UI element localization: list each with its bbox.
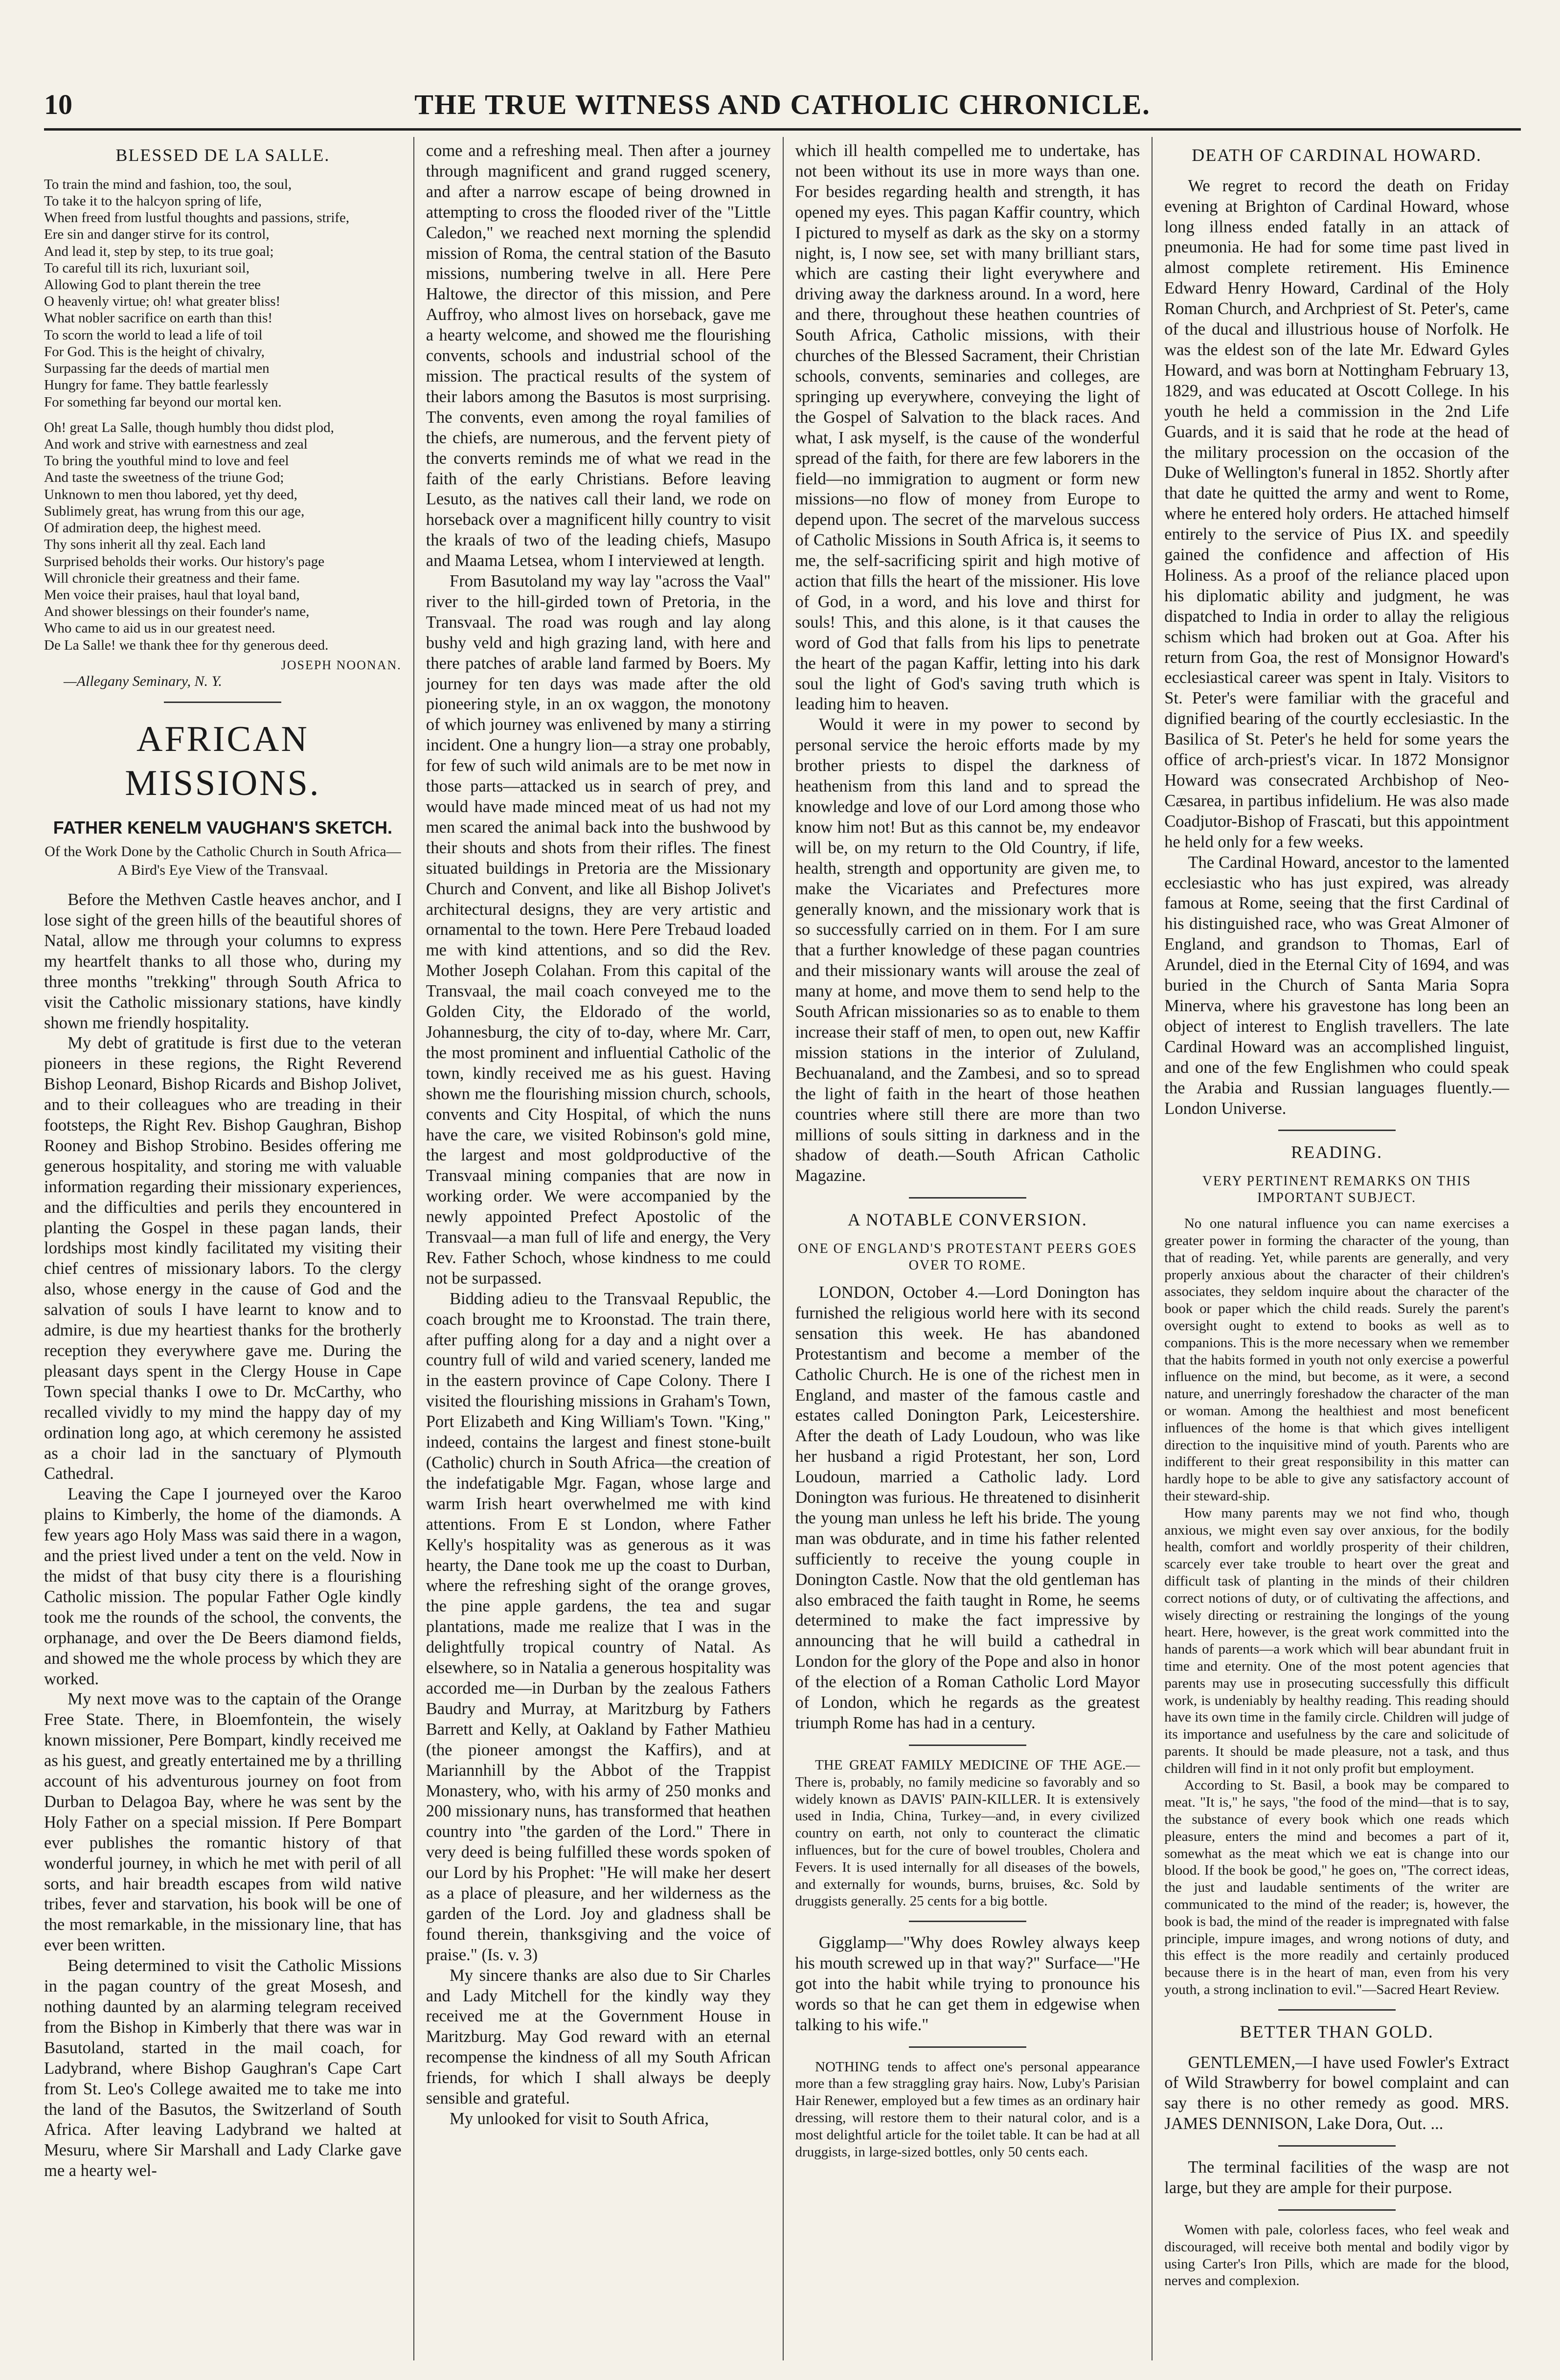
- divider: [909, 1197, 1026, 1199]
- advertisement: GENTLEMEN,—I have used Fowler's Extract of Wild Strawberry for bowel complaint and can say there is no other remedy as good. MRS. JAMES DENNISON, Lake Dora, Out. ...: [1164, 2053, 1509, 2133]
- poem-line: Ere sin and danger stirve for its control,: [44, 227, 270, 243]
- article-paragraph: My debt of gratitude is first due to the veteran pioneers in these regions, the Right Reverend Bishop Leonard, Bishop Ricards and Bishop Jolivet, and to their colleagues who are treading in their footsteps, the Right Rev. Bishop Gaughran, Bishop Rooney and Bishop Strobino. Besides offering me generous hospitality, and storing me with valuable information regarding their missionary experiences, and the difficulties and perils they encountered in planting the Gospel in these pagan lands, their lordships most kindly facilitated my visiting their chief centres of missionary labors. To the clergy also, whose energy in the cause of God and the salvation of souls I have learnt to know and to admire, is due my heartiest thanks for the brotherly reception they everywhere gave me. During the pleasant days spent in the Clergy House in Cape Town special thanks I owe to Dr. McCarthy, who recalled vividly to my mind the happy day of my ordination long ago, at which ceremony he assisted as a choir lad in the sanctuary of Plymouth Cathedral.: [44, 1034, 402, 1483]
- african-missions-subheading: FATHER KENELM VAUGHAN'S SKETCH.: [53, 817, 392, 838]
- column-3: [783, 137, 1152, 2360]
- divider: [909, 1921, 1026, 1922]
- cardinal-howard-heading: DEATH OF CARDINAL HOWARD.: [1192, 145, 1482, 165]
- reading-heading: READING.: [1291, 1142, 1383, 1162]
- poem-line: To bring the youthful mind to love and feel: [44, 453, 289, 469]
- poem-line: For God. This is the height of chivalry,: [44, 343, 265, 360]
- divider: [909, 2046, 1026, 2048]
- poem-line: De La Salle! we thank thee for thy generous deed.: [44, 637, 329, 653]
- article-paragraph: Being determined to visit the Catholic Missions in the pagan country of the great Mosesh, and nothing daunted by an alarming telegram received from the Bishop in Kimberly that there was war in Basutoland, started in the mail coach, for Ladybrand, where Bishop Gaughran's Cape Cart from St. Leo's College awaited me to take me into the land of the Basutos, the Switzerland of South Africa. After leaving Ladybrand we halted at Mesuru, where Sir Marshall and Lady Clarke gave me a hearty wel-: [44, 1956, 402, 2180]
- page-number: 10: [44, 89, 72, 120]
- article-paragraph: The Cardinal Howard, ancestor to the lamented ecclesiastic who has just expired, was already famous at Rome, seeing that the first Cardinal of his distinguished race, who was Great Almoner of England, and grandson to Thomas, Earl of Arundel, died in the Eternal City of 1694, and was buried in the Church of Santa Maria Sopra Minerva, where his gravestone has long been an object of interest to English travellers. The late Cardinal Howard was an accomplished linguist, and one of the few Englishmen who could speak the Arabia and Russian languages fluently.—London Universe.: [1164, 853, 1509, 1118]
- better-than-gold-heading: BETTER THAN GOLD.: [1240, 2021, 1434, 2041]
- poem-line: To train the mind and fashion, too, the soul,: [44, 176, 292, 192]
- article-paragraph: We regret to record the death on Friday evening at Brighton of Cardinal Howard, whose long illness ended fatally in an attack of pneumonia. He had for some time past lived in almost complete retirement. His Eminence Edward Henry Howard, Cardinal of the Holy Roman Church, and Archpriest of St. Peter's, came of the ducal and illustrious house of Norfolk. He was the eldest son of the late Mr. Edward Gyles Howard, and was born at Nottingham February 13, 1829, and was educated at Oscott College. In his youth he held a commission in the 2nd Life Guards, and it is said that he rode at the head of the military procession on the occasion of the Duke of Wellington's funeral in 1852. Shortly after that date he quitted the army and went to Rome, where he entered holy orders. He attached himself entirely to the service of Pius IX. and speedily gained the confidence and affection of His Holiness. As a proof of the reliance placed upon his diplomatic ability and judgment, he was dispatched to India in order to allay the religious schism which had broken out at Goa. After his return from Goa, the rest of Monsignor Howard's ecclesiastical career was spent in Italy. Visitors to St. Peter's were familiar with the graceful and dignified bearing of the courtly ecclesiastic. In the Basilica of St. Peter's he held for some years the office of arch-priest's vicar. In 1872 Monsignor Howard was consecrated Archbishop of Neo-Cæsarea, in partibus infidelium. He was also made Coadjutor-Bishop of Frascati, but this appointment he held only for a few weeks.: [1164, 176, 1509, 851]
- poem-line: And work and strive with earnestness and zeal: [44, 436, 308, 453]
- advertisement: Women with pale, colorless faces, who feel weak and discouraged, will receive both mental and bodily vigor by using Carter's Iron Pills, which are made for the blood, nerves and complexion.: [1164, 2222, 1509, 2289]
- poem-line: Will chronicle their greatness and their fame.: [44, 570, 300, 586]
- poem-line: Who came to aid us in our greatest need.: [44, 620, 275, 636]
- poem-source: —Allegany Seminary, N. Y.: [64, 673, 222, 690]
- masthead: [44, 88, 1521, 127]
- poem-line: Surpassing far the deeds of martial men: [44, 361, 270, 377]
- column-1: [44, 137, 413, 2360]
- poem-line: O heavenly virtue; oh! what greater bliss!: [44, 294, 281, 310]
- advertisement: THE GREAT FAMILY MEDICINE OF THE AGE.—There is, probably, no family medicine so favorably and so widely known as DAVIS' PAIN-KILLER. It is extensively used in India, China, Turkey—and, in every civilized country on earth, not only to counteract the climatic influences, but for the cure of bowel troubles, Cholera and Fevers. It is used internally for all diseases of the bowels, and externally for wounds, burns, bruises, &c. Sold by druggists generally. 25 cents for a big bottle.: [795, 1757, 1140, 1909]
- african-missions-heading: AFRICAN MISSIONS.: [125, 719, 321, 803]
- poem-line: And lead it, step by step, to its true goal;: [44, 243, 274, 259]
- article-paragraph: How many parents may we not find who, though anxious, we might even say over anxious, for the bodily health, comfort and worldly prosperity of their children, scarcely ever take trouble to heart over the great and difficult task of planting in the minds of their children correct notions of duty, or of cultivating the affections, and wisely directing or restraining the longings of the young heart. Here, however, is the great work committed into the hands of parents—a work which will bear abundant fruit in time and eternity. One of the most potent agencies that parents may use in prosecuting successfully this difficult work, is undeniably by healthy reading. This reading should have its own time in the family circle. Children will judge of its importance and usefulness by the care and solicitude of parents. It should be made pleasure, not a task, and thus children will find in it not only profit but employment.: [1164, 1505, 1509, 1776]
- poem-line: Sublimely great, has wrung from this our age,: [44, 503, 305, 519]
- poem-line: Oh! great La Salle, though humbly thou didst plod,: [44, 419, 334, 435]
- divider: [1278, 2145, 1396, 2147]
- poem-line: And shower blessings on their founder's name,: [44, 604, 310, 620]
- poem-line: What nobler sacrifice on earth than this!: [44, 310, 273, 326]
- article-paragraph: Gigglamp—"Why does Rowley always keep his mouth screwed up in that way?" Surface—"He got into the habit while trying to pronounce his words so that he can get them in edgewise when talking to his wife.": [795, 1933, 1140, 2034]
- newspaper-title: THE TRUE WITNESS AND CATHOLIC CHRONICLE.: [414, 89, 1151, 120]
- article-paragraph: According to St. Basil, a book may be compared to meat. "It is," he says, "the food of the mind—that is to say, the substance of every book which one reads which pleasure, enters the mind and becomes a part of it, somewhat as the meat which we eat is change into our blood. If the book be good," he goes on, "The correct ideas, the just and laudable sentiments of the writer are communicated to the mind of the reader; is, however, the book is bad, the mind of the reader is impregnated with false principle, impure images, and wrong notions of duty, and this effect is the more readily and certainly produced because there is in the heart of man, even from his very youth, a strong inclination to evil."—Sacred Heart Review.: [1164, 1777, 1509, 1998]
- article-paragraph: The terminal facilities of the wasp are not large, but they are ample for their purpose.: [1164, 2158, 1509, 2198]
- advertisement: NOTHING tends to affect one's personal appearance more than a few straggling gray hairs. Now, Luby's Parisian Hair Renewer, employed but a few times as an ordinary hair dressing, will restore them to their natural color, and is a most delightful article for the toilet table. It can be had at all druggists, in large-sized bottles, only 50 cents each.: [795, 2059, 1140, 2160]
- article-paragraph: My unlooked for visit to South Africa,: [450, 2109, 709, 2128]
- article-paragraph: Before the Methven Castle heaves anchor, and I lose sight of the green hills of the beautiful shores of Natal, allow me through your columns to express my heartfelt thanks to all those who, during my three months "trekking" through South Africa to visit the Catholic missionary stations, have kindly shown me friendly hospitality.: [44, 890, 402, 1032]
- column-2: [413, 137, 783, 2360]
- poem-line: Thy sons inherit all thy zeal. Each land: [44, 537, 266, 553]
- divider: [1278, 2209, 1396, 2211]
- article-paragraph: come and a refreshing meal. Then after a journey through magnificent and grand rugged scenery, and after a narrow escape of being drowned in attempting to cross the flooded river of the "Little Caledon," we reached next morning the splendid mission of Roma, the central station of the Basuto missions, numbering twelve in all. Here Pere Haltowe, the director of this mission, and Pere Auffroy, who almost lives on horseback, gave me a hearty welcome, and showed me the flourishing convents, schools and industrial school of the mission. The practical results of the system of their labors among the Basutos is most surprising. The convents, even among the royal families of the chiefs, are numerous, and the fervent piety of the converts reminds me of what we read in the faith of the early Christians. Before leaving Lesuto, as the natives call their land, we rode on horseback over a magnificent hilly country to visit the kraals of two of the leading chiefs, Masupo and Maama Letsea, whom I interviewed at length.: [426, 141, 771, 570]
- header-rule: [44, 128, 1521, 131]
- poem-line: To take it to the halcyon spring of life,: [44, 193, 262, 209]
- divider: [1278, 2009, 1396, 2011]
- notable-conversion-subheading: ONE OF ENGLAND'S PROTESTANT PEERS GOES OVER TO ROME.: [798, 1241, 1137, 1273]
- poem-author: JOSEPH NOONAN.: [281, 657, 402, 672]
- poem-line: To scorn the world to lead a life of toil: [44, 327, 263, 343]
- poem-line: Allowing God to plant therein the tree: [44, 277, 261, 293]
- divider: [164, 702, 281, 703]
- article-paragraph: From Basutoland my way lay "across the Vaal" river to the hill-girded town of Pretoria, in the Transvaal. The road was rough and lay along bushy veld and high grazing land, with here and there patches of arable land farmed by Boers. My journey for ten days was made after the old pioneering style, in an ox waggon, the monotony of which journey was enlivened by many a stirring incident. One a hungry lion—a stray one probably, for few of such wild animals are to be met now in those parts—attacked us in search of prey, and would have made minced meat of us had not my men scared the animal back into the bushwood by their shouts and shots from their rifles. The finest situated buildings in Pretoria are the Missionary Church and Convent, and like all Bishop Jolivet's architectural designs, they are very artistic and ornamental to the town. Here Pere Trebaud loaded me with kind attentions, and so did the Rev. Mother Joseph Colahan. From this capital of the Transvaal, the mail coach conveyed me to the Golden City, the Eldorado of the world, Johannesburg, the city of to-day, where Mr. Carr, the most prominent and influential Catholic of the town, kindly received me as his guest. Having shown me the flourishing mission church, schools, convents and City Hospital, of which the nuns have the care, we visited Robinson's gold mine, the largest and most goldproductive of the Transvaal mining companies that are now in working order. We were accompanied by the newly appointed Prefect Apostolic of the Transvaal—a man full of life and energy, the Very Rev. Father Schoch, whose kindness to me could not be surpassed.: [426, 572, 771, 1288]
- poem-line: Of admiration deep, the highest meed.: [44, 520, 261, 536]
- poem-line: For something far beyond our mortal ken.: [44, 394, 282, 410]
- article-paragraph: which ill health compelled me to undertake, has not been without its use in more ways than one. For besides regarding health and strength, it has opened my eyes. This pagan Kaffir country, which I pictured to myself as dark as the sky on a stormy night, is, I now see, set with many brilliant stars, which are casting their light everywhere and driving away the darkness around. In a word, here and there, throughout these heathen countries of South Africa, Catholic missions, with their churches of the Blessed Sacrament, their Christian schools, convents, seminaries and colleges, are springing up everywhere, conveying the light of the Gospel of Salvation to the black races. And what, I ask myself, is the cause of the wonderful spread of the faith, for there are few laborers in the field—no immigration to augment or form new missions—no flow of money from Europe to depend upon. The secret of the marvelous success of Catholic Missions in South Africa is, it seems to me, the self-sacrificing spirit and high motive of action that fills the heart of the missioner. His love of God, in a word, and his love and thirst for souls! This, and this alone, is it that causes the word of God that falls from his lips to penetrate the heart of the pagan Kaffir, letting into his dark soul the light of God's saving truth which is leading him to heaven.: [795, 141, 1140, 714]
- article-paragraph: Bidding adieu to the Transvaal Republic, the coach brought me to Kroonstad. The train there, after puffing along for a day and a night over a country full of wild and varied scenery, landed me in the eastern province of Cape Colony. There I visited the flourishing missions in Graham's Town, Port Elizabeth and King William's Town. "King," indeed, contains the largest and finest stone-built (Catholic) church in South Africa—the creation of the indefatigable Mgr. Fagan, whose large and warm Irish heart overwhelmed me with kind attentions. From E st London, where Father Kelly's hospitality was as generous as it was hearty, the Dane took me up the coast to Durban, where the refreshing sight of the orange groves, the pine apple gardens, the tea and sugar plantations, made me realize that I was in the delightfully tropical country of Natal. As elsewhere, so in Natalia a generous hospitality was accorded me—in Durban by the zealous Fathers Baudry and Murray, at Maritzburg by Fathers Barrett and Kelly, at Oakland by Father Mathieu (the pioneer amongst the Kaffirs), and at Mariannhill by the Abbot of the Trappist Monastery, who, with his army of 250 monks and 200 missionary nuns, has transformed that heathen country into "the garden of the Lord." There in very deed is being fulfilled these words spoken of our Lord by his Prophet: "He will make her desert as a place of pleasure, and her wilderness as the garden of the Lord. Joy and gladness shall be found therein, thanksgiving and the voice of praise." (Is. v. 3): [426, 1289, 771, 1964]
- columns: [44, 137, 1521, 2360]
- divider: [909, 1745, 1026, 1746]
- article-paragraph: No one natural influence you can name exercises a greater power in forming the character of the young, than that of reading. Yet, while parents are generally, and very properly anxious about the character of their children's associates, they seldom inquire about the character of the book or paper which the child reads. Surely the parent's oversight ought to extend to books as well as to companions. This is the more necessary when we remember that the habits formed in youth not only exercise a powerful influence on the mind, but become, as it were, a second nature, and unerringly foreshadow the character of the man or woman. Among the healthiest and most beneficent influences of the home is that which gives intelligent direction to the inquisitive mind of youth. Parents who are indifferent to their great responsibility in this matter can hardly hope to be able to give any satisfactory account of their steward-ship.: [1164, 1216, 1509, 1504]
- poem-line: Unknown to men thou labored, yet thy deed,: [44, 486, 297, 502]
- poem-line: Surprised beholds their works. Our history's page: [44, 553, 325, 569]
- article-paragraph: Leaving the Cape I journeyed over the Karoo plains to Kimberly, the home of the diamonds. A few years ago Holy Mass was said there in a wagon, and the priest lived under a tent on the veld. Now in the midst of that busy city there is a flourishing Catholic mission. The popular Father Ogle kindly took me the rounds of the school, the convents, the orphanage, and over the De Beers diamond fields, and showed me the whole process by which they are worked.: [44, 1485, 402, 1688]
- divider: [1278, 1130, 1396, 1131]
- poem-title: BLESSED DE LA SALLE.: [115, 145, 330, 165]
- article-paragraph: My next move was to the captain of the Orange Free State. There, in Bloemfontein, the wisely known missioner, Pere Bompart, kindly received me as his guest, and greatly entertained me by a thrilling account of his adventurous journey on foot from Durban to Delagoa Bay, where he was sent by the Holy Father on a special mission. If Pere Bompart ever publishes the romantic history of that wonderful journey, in which he met with peril of all sorts, and hair breadth escapes from wild native tribes, fever and starvation, his book will be one of the most remarkable, in the missionary line, that has ever been written.: [44, 1690, 402, 1955]
- poem-line: And taste the sweetness of the triune God;: [44, 470, 284, 486]
- notable-conversion-heading: A NOTABLE CONVERSION.: [847, 1210, 1087, 1230]
- article-paragraph: My sincere thanks are also due to Sir Charles and Lady Mitchell for the kindly way they received me at the Government House in Maritzburg. May God reward with an eternal recompense the kindness of all my South African friends, for which I shall always be deeply sensible and grateful.: [426, 1966, 771, 2108]
- article-paragraph: LONDON, October 4.—Lord Donington has furnished the religious world here with its second sensation this week. He has abandoned Protestantism and become a member of the Catholic Church. He is one of the richest men in England, and master of the famous castle and estates called Donington Park, Leicestershire. After the death of Lady Loudoun, who was like her husband a rigid Protestant, her son, Lord Loudoun, married a Catholic lady. Lord Donington was furious. He threatened to disinherit the young man unless he left his bride. The young man was obdurate, and in time his father relented sufficiently to receive the young couple in Donington Castle. Now that the old gentleman has also embraced the faith taught in Rome, he seems determined to make the fact impressive by announcing that he will build a cathedral in London for the glory of the Pope and also in honor of the election of a Roman Catholic Lord Mayor of London, which he regards as the greatest triumph Rome has had in a century.: [795, 1283, 1140, 1733]
- poem-line: Men voice their praises, haul that loyal band,: [44, 587, 300, 603]
- poem-line: When freed from lustful thoughts and passions, strife,: [44, 210, 350, 226]
- column-4: [1152, 137, 1521, 2360]
- poem-body: [44, 176, 402, 654]
- poem-line: Hungry for fame. They battle fearlessly: [44, 377, 269, 393]
- poem-line: To careful till its rich, luxuriant soil,: [44, 260, 249, 276]
- article-paragraph: Would it were in my power to second by personal service the heroic efforts made by my brother priests to dispel the darkness of heathenism from this land and to spread the knowledge and love of our Lord among those who know him not! But as this cannot be, my endeavor will be, on my return to the Old Country, if life, health, strength and opportunity are given me, to make the Vicariates and Prefectures more generally known, and the missionary work that is so successfully carried on in them. For I am sure that a further knowledge of these pagan countries and their missionary wants will arouse the zeal of many at home, and move them to send help to the South African missionaries so as to enable to them increase their staff of men, to open out, new Kaffir mission stations in the interior of Zululand, Bechuanaland, and the Zambesi, and so to spread the light of faith in the heart of those heathen countries where still there are more than two millions of souls sitting in darkness and in the shadow of death.—South African Catholic Magazine.: [795, 715, 1140, 1185]
- african-missions-deck: Of the Work Done by the Catholic Church in South Africa—A Bird's Eye View of the Transvaal.: [45, 843, 401, 878]
- reading-subheading: VERY PERTINENT REMARKS ON THIS IMPORTANT SUBJECT.: [1202, 1174, 1471, 1206]
